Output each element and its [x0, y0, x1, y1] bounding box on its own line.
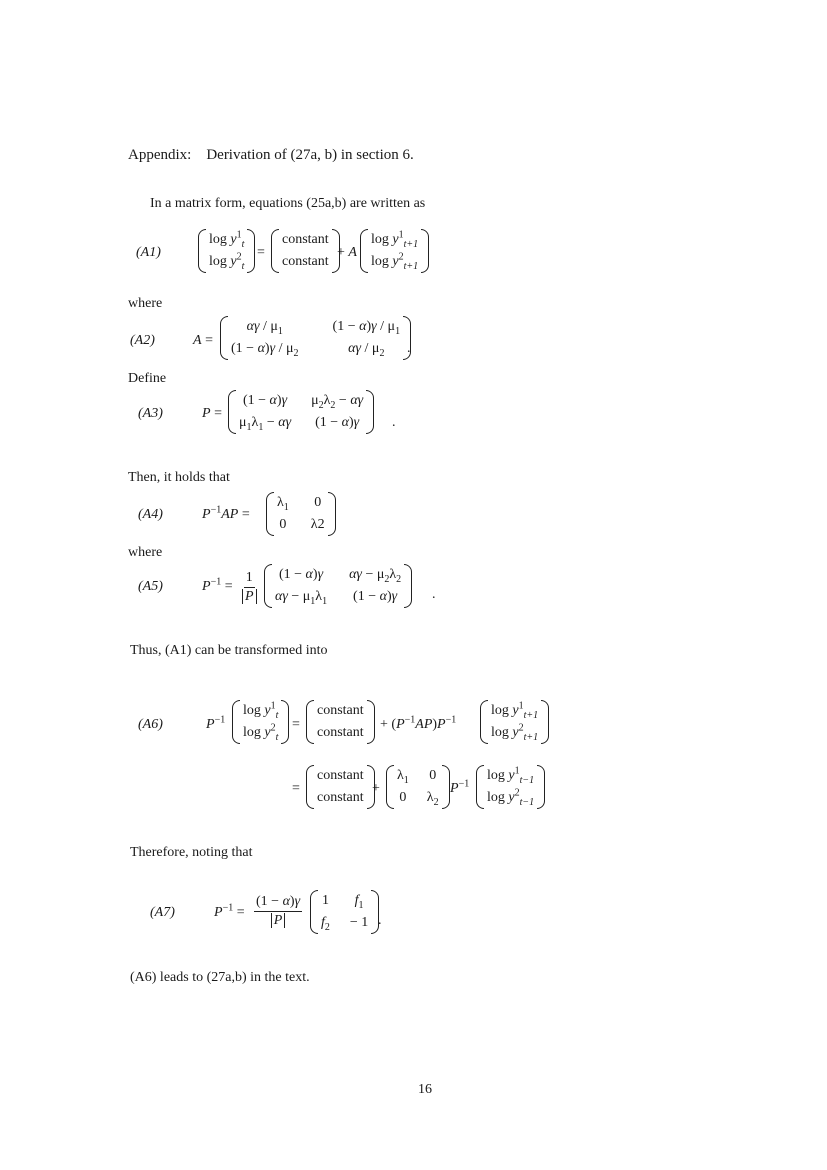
eq-a5-lhs: $P^{-1}$ = [202, 576, 233, 594]
eq-a6-rhs: $\log y^1_{t+1}$ $\log y^2_{t+1}$ [480, 700, 549, 744]
eq-equals: = [292, 717, 300, 732]
eq-a5-fraction: $\frac{1}{P}$ [242, 570, 257, 605]
log-word: log [487, 768, 505, 784]
where-text-1: where [128, 296, 163, 311]
log-word: log [371, 232, 389, 248]
intro-text: In a matrix form, equations (25a,b) are written as [150, 196, 426, 211]
eq-period: . [378, 913, 382, 928]
eq-a6-rhs-2: $\log y^1_{t-1}$ $\log y^2_{t-1}$ [476, 765, 545, 809]
log-word: log [209, 232, 227, 248]
constant-word: constant [282, 232, 329, 248]
eq-period: . [432, 587, 436, 602]
constant-word: constant [317, 790, 364, 806]
constant-word: constant [317, 768, 364, 784]
eq-a6-middle: + $(P^{-1}AP)P^{-1}$ [380, 714, 457, 732]
eq-plus-a: + A [337, 245, 357, 260]
log-word: log [491, 725, 509, 741]
eq-a2-lhs: A = [193, 333, 213, 348]
eq-label-a4: (A4) [138, 507, 163, 522]
log-word: log [209, 254, 227, 270]
eq-a7-matrix: 1 $f_1$ $f_2$ − 1 [310, 890, 379, 934]
eq-period: . [407, 341, 411, 356]
eq-a6-lhs: $\log y^1_t$ $\log y^2_t$ [232, 700, 289, 744]
eq-equals: = [292, 781, 300, 796]
then-text: Then, it holds that [128, 470, 230, 485]
eq-label-a6: (A6) [138, 717, 163, 732]
conclusion-text: (A6) leads to (27a,b) in the text. [130, 970, 310, 985]
log-word: log [487, 790, 505, 806]
constant-word: constant [282, 254, 329, 270]
eq-a7-fraction: $\frac{(1 - \alpha)\gamma}{P}$ [256, 894, 301, 928]
eq-label-a3: (A3) [138, 406, 163, 421]
define-text: Define [128, 371, 167, 386]
eq-a7-lhs: $P^{-1}$ = [214, 902, 245, 920]
eq-a6-p-inv: $P^{-1}$ [450, 778, 470, 796]
eq-a4-lhs: $P^{-1}AP$ = [202, 504, 250, 522]
eq-label-a1: (A1) [136, 245, 161, 260]
therefore-text: Therefore, noting that [130, 845, 253, 860]
constant-word: constant [317, 725, 364, 741]
eq-label-a2: (A2) [130, 333, 155, 348]
page-number: 16 [418, 1082, 432, 1097]
eq-label-a5: (A5) [138, 579, 163, 594]
eq-plus: + [372, 781, 380, 796]
eq-a6-lhs-p: $P^{-1}$ [206, 714, 226, 732]
eq-a1-lhs: $\log y^1_t$ $\log y^2_t$ [198, 229, 255, 273]
eq-period: . [392, 415, 396, 430]
eq-a6-lambda-matrix: $\lambda_1$ 0 0 $\lambda_2$ [386, 765, 450, 809]
eq-a6-constants-2 [306, 765, 375, 809]
eq-a3-matrix: (1 − α)γ $\mu_2\lambda_2 - \alpha\gamma$ $\mu_1\lambda_1 - \alpha\gamma$ (1 − α)γ [228, 390, 374, 434]
eq-a1-constants [271, 229, 340, 273]
appendix-heading: Appendix: Derivation of (27a, b) in section 6. [128, 147, 414, 163]
eq-a6-constants [306, 700, 375, 744]
log-word: log [371, 254, 389, 270]
eq-label-a7: (A7) [150, 905, 175, 920]
log-word: log [243, 703, 261, 719]
eq-a1-rhs: $\log y^1_{t+1}$ $\log y^2_{t+1}$ [360, 229, 429, 273]
eq-a3-lhs: P = [202, 406, 222, 421]
eq-a2-matrix: αγ / $\mu_1$ $(1 - \alpha)\gamma / \mu_1$ $(1 - \alpha)\gamma / \mu_2$ αγ / $\mu_2$ [220, 316, 411, 360]
where-text-2: where [128, 545, 163, 560]
eq-a4-matrix: $\lambda_1$ 0 0 λ2 [266, 492, 336, 536]
thus-text: Thus, (A1) can be transformed into [130, 643, 328, 658]
log-word: log [243, 725, 261, 741]
log-word: log [491, 703, 509, 719]
constant-word: constant [317, 703, 364, 719]
eq-a5-matrix: (1 − α)γ $\alpha\gamma - \mu_2\lambda_2$ $\alpha\gamma - \mu_1\lambda_1$ (1 − α)γ [264, 564, 412, 608]
eq-equals: = [257, 245, 265, 260]
